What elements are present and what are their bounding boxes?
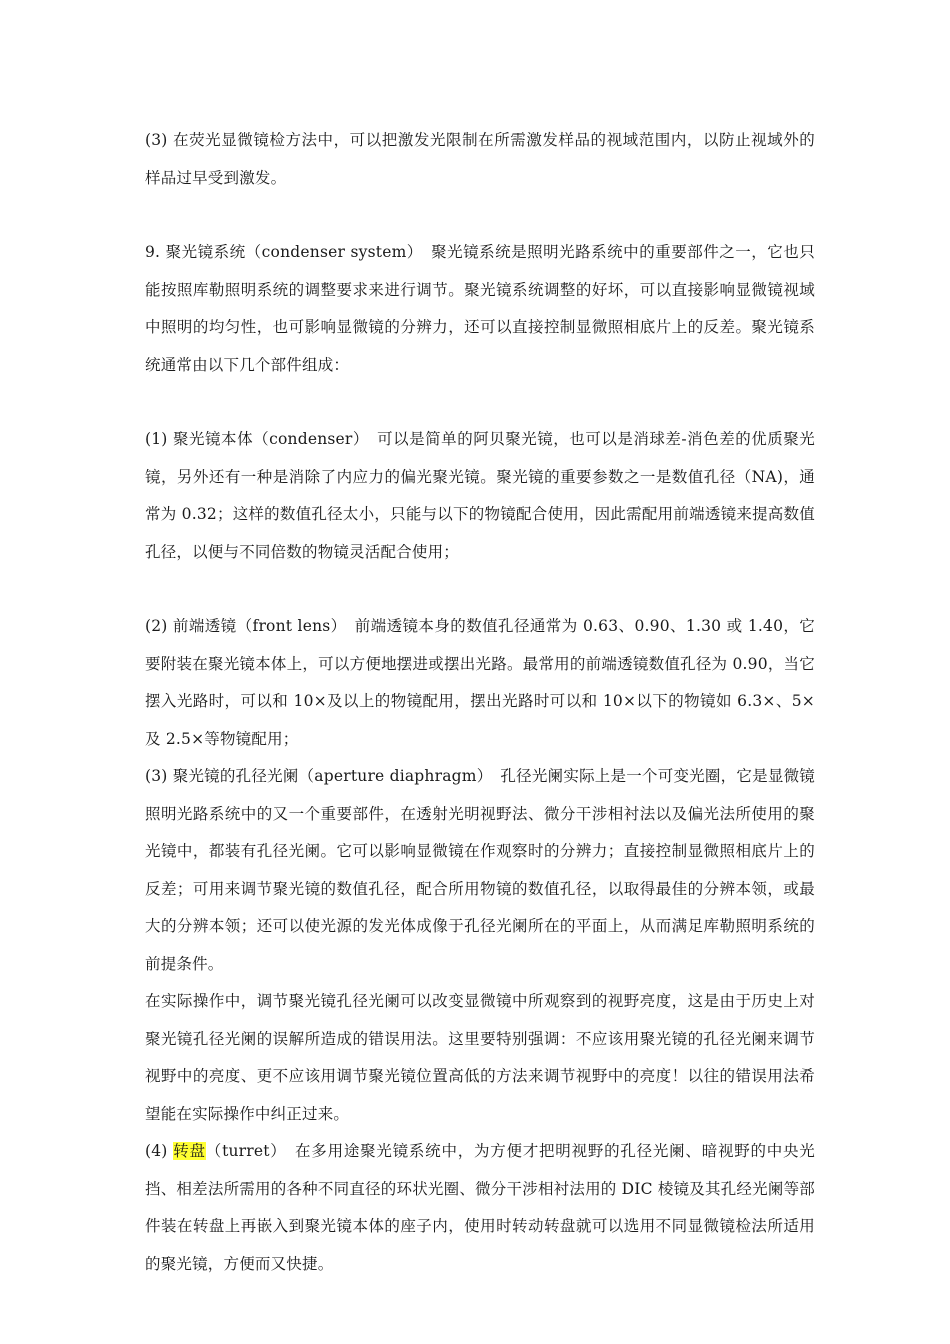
highlighted-term-turret: 转盘: [173, 1142, 206, 1160]
paragraph-condenser-system: 9. 聚光镜系统（condenser system） 聚光镜系统是照明光路系统中的重要部件之一，它也只能按照库勒照明系统的调整要求来进行调节。聚光镜系统调整的好坏，可以直接影响显微镜视域中照明的均匀性，也可影响显微镜的分辨力，还可以直接控制显微照相底片上的反差。聚光镜系统通常由以下几个部件组成：: [145, 243, 815, 374]
document-body: [145, 122, 815, 1283]
paragraph-aperture-diaphragm: (3) 聚光镜的孔径光阑（aperture diaphragm） 孔径光阑实际上是一个可变光圈，它是显微镜照明光路系统中的又一个重要部件，在透射光明视野法、微分干涉相衬法以及偏光法所使用的聚光镜中，都装有孔径光阑。它可以影响显微镜在作观察时的分辨力；直接控制显微照相底片上的反差；可用来调节聚光镜的数值孔径，配合所用物镜的数值孔径，以取得最佳的分辨本领，或最大的分辨本领；还可以使光源的发光体成像于孔径光阑所在的平面上，从而满足库勒照明系统的前提条件。: [145, 767, 815, 973]
turret-item-number: (4): [145, 1142, 174, 1160]
paragraph-gap: [145, 197, 815, 234]
paragraph-front-lens: (2) 前端透镜（front lens） 前端透镜本身的数值孔径通常为 0.63、0.90、1.30 或 1.40，它要附装在聚光镜本体上，可以方便地摆进或摆出光路。最常用的前端透镜数值孔径为 0.90，当它摆入光路时，可以和 10×及以上的物镜配用，摆出光路时可以和 10×以下的物镜如 6.3×、5×及 2.5×等物镜配用；: [145, 617, 815, 748]
paragraph-gap: [145, 384, 815, 421]
paragraph-condenser-body: (1) 聚光镜本体（condenser） 可以是简单的阿贝聚光镜，也可以是消球差-消色差的优质聚光镜，另外还有一种是消除了内应力的偏光聚光镜。聚光镜的重要参数之一是数值孔径（NA)，通常为 0.32；这样的数值孔径太小，只能与以下的物镜配合使用，因此需配用前端透镜来提高数值孔径，以便与不同倍数的物镜灵活配合使用；: [145, 430, 815, 561]
paragraph-gap: [145, 571, 815, 608]
paragraph-fluorescence-note: (3) 在荧光显微镜检方法中，可以把激发光限制在所需激发样品的视域范围内，以防止视域外的样品过早受到激发。: [145, 131, 815, 187]
paragraph-turret: [145, 1133, 815, 1283]
turret-description: （turret） 在多用途聚光镜系统中，为方便才把明视野的孔径光阑、暗视野的中央光挡、相差法所需用的各种不同直径的环状光圈、微分干涉相衬法用的 DIC 棱镜及其孔经光阑等部件装在转盘上再嵌入到聚光镜本体的座子内，使用时转动转盘就可以选用不同显微镜检法所适用的聚光镜，方便而又快捷。: [145, 1142, 815, 1273]
paragraph-practical-operation: 在实际操作中，调节聚光镜孔径光阑可以改变显微镜中所观察到的视野亮度，这是由于历史上对聚光镜孔径光阑的误解所造成的错误用法。这里要特别强调：不应该用聚光镜的孔径光阑来调节视野中的亮度、更不应该用调节聚光镜位置高低的方法来调节视野中的亮度！以往的错误用法希望能在实际操作中纠正过来。: [145, 992, 815, 1123]
